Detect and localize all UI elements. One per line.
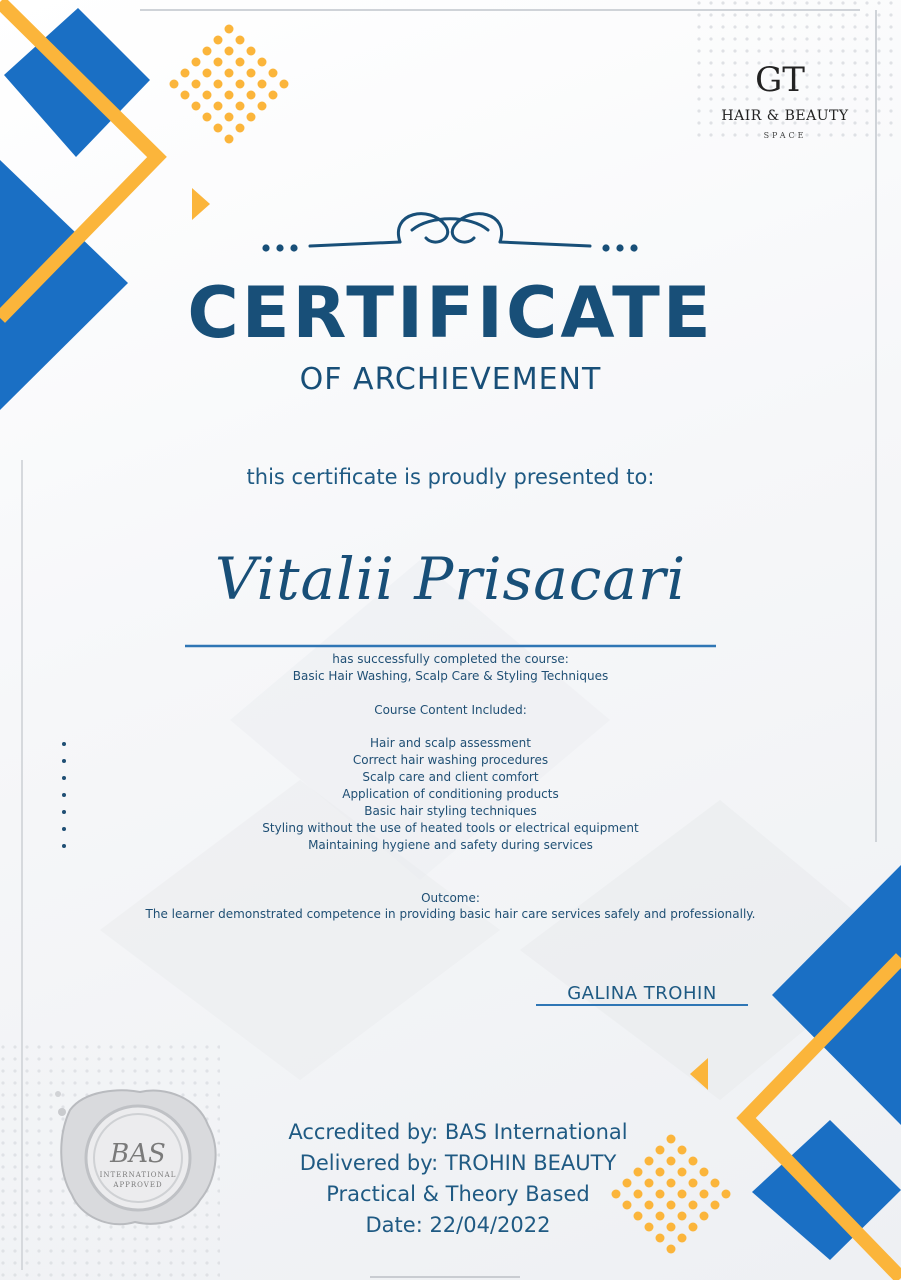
seal-main-text: BAS: [110, 1139, 166, 1169]
course-content-list: [0, 735, 901, 854]
list-item: [0, 752, 901, 769]
seal-line2: APPROVED: [113, 1181, 163, 1189]
list-item: [0, 820, 901, 837]
bullet-icon: [62, 759, 66, 763]
bullet-icon: [62, 810, 66, 814]
list-item: [0, 837, 901, 854]
outcome-text: The learner demonstrated competence in providing basic hair care services safely and professionally.: [145, 907, 756, 921]
seal-line1: INTERNATIONAL: [99, 1171, 177, 1179]
signer-name: GALINA TROHIN: [567, 983, 717, 1004]
list-item-text: Application of conditioning products: [342, 787, 559, 801]
presented-text: this certificate is proudly presented to:: [246, 465, 655, 489]
bullet-icon: [62, 827, 66, 831]
accredited-by: Accredited by: BAS International: [288, 1120, 628, 1144]
list-item-text: Scalp care and client comfort: [362, 770, 539, 784]
basis-text: Practical & Theory Based: [326, 1182, 590, 1206]
bullet-icon: [62, 793, 66, 797]
list-item-text: Styling without the use of heated tools or electrical equipment: [262, 821, 639, 835]
list-item: [0, 769, 901, 786]
course-name: Basic Hair Washing, Scalp Care & Styling Techniques: [292, 669, 609, 683]
certificate-subtitle: OF ARCHIEVEMENT: [299, 362, 602, 397]
list-item-text: Basic hair styling techniques: [364, 804, 537, 818]
delivered-by: Delivered by: TROHIN BEAUTY: [299, 1151, 617, 1175]
yellow-dot-pattern-top: [170, 25, 289, 144]
signature-line: [536, 1004, 748, 1006]
certificate-date: Date: 22/04/2022: [365, 1213, 551, 1237]
logo-subtitle: SPACE: [763, 131, 807, 140]
list-item: [0, 735, 901, 752]
recipient-name: Vitalii Prisacari: [214, 545, 687, 613]
logo-name: HAIR & BEAUTY: [721, 108, 849, 124]
certificate-title: CERTIFICATE: [187, 272, 714, 354]
content-heading: Course Content Included:: [374, 703, 527, 717]
list-item: [0, 803, 901, 820]
bullet-icon: [62, 844, 66, 848]
bullet-icon: [62, 742, 66, 746]
bullet-icon: [62, 776, 66, 780]
outcome-heading: Outcome:: [421, 891, 480, 905]
list-item-text: Maintaining hygiene and safety during services: [308, 838, 593, 852]
list-item-text: Hair and scalp assessment: [370, 736, 531, 750]
list-item-text: Correct hair washing procedures: [352, 753, 549, 767]
completion-text: has successfully completed the course:: [332, 652, 569, 666]
list-item: [0, 786, 901, 803]
logo-monogram: GT: [755, 60, 805, 100]
title-ornament: [310, 214, 590, 246]
